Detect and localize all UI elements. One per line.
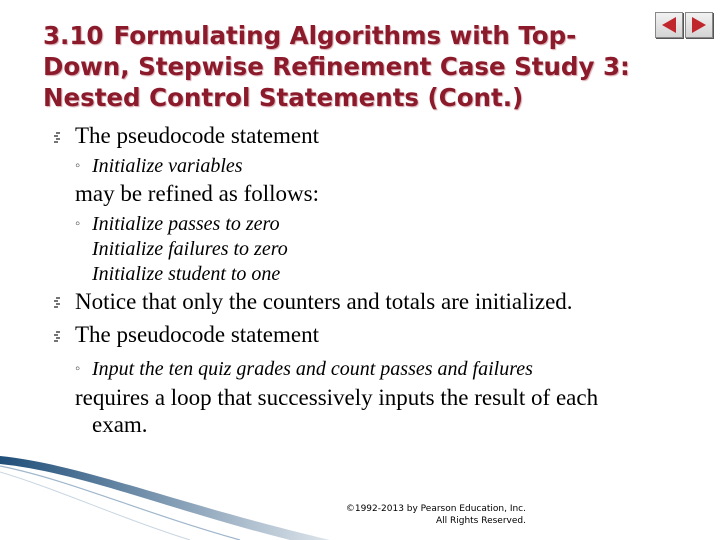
previous-slide-button[interactable]	[655, 12, 683, 38]
pseudocode-line: Initialize passes to zero	[92, 213, 280, 235]
body-line: may be refined as follows:	[75, 181, 319, 206]
bullet-icon	[52, 131, 66, 145]
pseudocode-line: Initialize student to one	[92, 263, 281, 285]
copyright-line: All Rights Reserved.	[435, 516, 526, 526]
triangle-right-icon	[692, 17, 706, 33]
sub-bullet-icon: ◦	[75, 361, 81, 377]
slide-title	[43, 20, 643, 113]
bullet-icon	[52, 330, 66, 344]
sub-bullet-icon: ◦	[75, 158, 81, 174]
pseudocode-line: Initialize variables	[92, 155, 243, 177]
triangle-left-icon	[662, 17, 676, 33]
bullet-line: The pseudocode statement	[75, 123, 319, 148]
decorative-swoosh	[0, 452, 340, 540]
bullet-line: Notice that only the counters and totals are initialized.	[75, 289, 573, 314]
copyright-notice	[330, 503, 526, 527]
pseudocode-line: Input the ten quiz grades and count passes and failures	[92, 358, 533, 380]
bullet-line: The pseudocode statement	[75, 322, 319, 347]
copyright-line: ©1992-2013 by Pearson Education, Inc.	[345, 504, 526, 514]
body-line: exam.	[92, 412, 148, 437]
bullet-icon	[52, 296, 66, 310]
next-slide-button[interactable]	[685, 12, 713, 38]
sub-bullet-icon: ◦	[75, 216, 81, 232]
slide-navigation	[655, 12, 713, 38]
pseudocode-line: Initialize failures to zero	[92, 238, 288, 260]
body-line: requires a loop that successively inputs the result of each	[75, 385, 599, 410]
section-number: 3.10	[43, 21, 104, 50]
title-text: Formulating Algorithms with Top-Down, Stepwise Refinement Case Study 3: Nested Control Statements (Cont.)	[43, 21, 630, 112]
